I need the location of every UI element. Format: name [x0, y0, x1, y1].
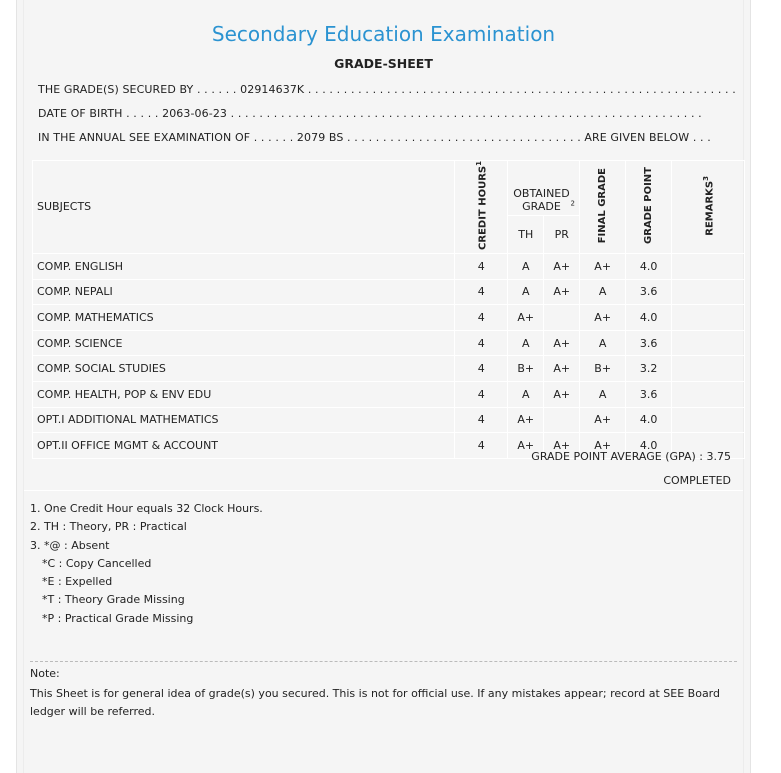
header-credit-hours: CREDIT HOURS$^1$ [455, 161, 508, 254]
cell-subject: OPT.II OFFICE MGMT & ACCOUNT [33, 433, 455, 459]
cell-pr: A+ [544, 330, 580, 356]
header-grade-point: GRADE POINT [626, 161, 672, 254]
table-row [33, 330, 745, 356]
cell-th: A [508, 330, 544, 356]
header-th: TH [508, 216, 544, 254]
footnote-item: *P : Practical Grade Missing [42, 611, 194, 625]
cell-credit: 4 [455, 279, 508, 305]
symbol-value: 02914637K [240, 83, 305, 96]
dob-value: 2063-06-23 [162, 107, 228, 120]
cell-pr: A+ [544, 279, 580, 305]
page-frame [16, 0, 751, 773]
cell-subject: COMP. ENGLISH [33, 253, 455, 279]
table-row [33, 356, 745, 382]
cell-th: A [508, 279, 544, 305]
footnote-item: 2. TH : Theory, PR : Practical [30, 520, 187, 534]
footnote-item: 3. *@ : Absent [30, 538, 110, 552]
gpa-summary: GRADE POINT AVERAGE (GPA) : 3.75 [531, 450, 731, 463]
cell-pr: A+ [544, 253, 580, 279]
table-row [33, 253, 745, 279]
cell-credit: 4 [455, 330, 508, 356]
grade-sheet-panel [23, 0, 744, 773]
table-row [33, 305, 745, 331]
table-header-row [33, 161, 745, 216]
cell-point: 3.6 [626, 330, 672, 356]
note-label: Note: [30, 667, 60, 680]
cell-point: 4.0 [626, 305, 672, 331]
cell-point: 3.2 [626, 356, 672, 382]
cell-final: A+ [580, 407, 626, 433]
footnote-item: *C : Copy Cancelled [42, 556, 152, 570]
cell-pr: A+ [544, 433, 580, 459]
cell-credit: 4 [455, 407, 508, 433]
cell-final: A+ [580, 305, 626, 331]
dashed-divider [30, 661, 737, 662]
page-title: Secondary Education Examination [211, 22, 556, 46]
header-subjects: SUBJECTS [33, 161, 455, 254]
status-text: COMPLETED [663, 474, 731, 487]
cell-th: B+ [508, 356, 544, 382]
cell-th: A+ [508, 305, 544, 331]
header-final-grade: FINAL GRADE [580, 161, 626, 254]
cell-final: A+ [580, 253, 626, 279]
footnotes [30, 500, 263, 628]
symbol-dots: . . . . . . . . . . . . . . . . . . . . . . . . . . . . . . . . . . . . . . . . . . . . . . . . . . . . . . . . . . . . [304, 83, 736, 96]
cell-credit: 4 [455, 305, 508, 331]
header-remarks: REMARKS$^3$ [672, 161, 745, 254]
cell-subject: COMP. SOCIAL STUDIES [33, 356, 455, 382]
cell-remarks [672, 356, 745, 382]
cell-final: A [580, 279, 626, 305]
dob-dots: . . . . . . . . . . . . . . . . . . . . . . . . . . . . . . . . . . . . . . . . . . . . . . . . . . . . . . . . . . . . . . . . . . [227, 107, 702, 120]
footnote-item: 1. One Credit Hour equals 32 Clock Hours. [30, 502, 263, 515]
symbol-number-line [38, 83, 736, 96]
page-subtitle: GRADE-SHEET [334, 56, 433, 71]
dob-line [38, 107, 702, 120]
header-obtained-grade: OBTAINED GRADE $^2$ [508, 161, 580, 216]
cell-remarks [672, 253, 745, 279]
cell-credit: 4 [455, 356, 508, 382]
cell-remarks [672, 407, 745, 433]
cell-subject: COMP. SCIENCE [33, 330, 455, 356]
cell-point: 3.6 [626, 381, 672, 407]
cell-pr: A+ [544, 356, 580, 382]
exam-tail: . . . . . . . . . . . . . . . . . . . . . . . . . . . . . . . . . ARE GIVEN BELOW . . . [343, 131, 711, 144]
cell-credit: 4 [455, 433, 508, 459]
grades-table [32, 160, 745, 459]
note-text: This Sheet is for general idea of grade(s) you secured. This is not for official use. If any mistakes appear; record at SEE Board ledger will be referred. [30, 687, 720, 718]
cell-credit: 4 [455, 253, 508, 279]
cell-point: 4.0 [626, 253, 672, 279]
cell-credit: 4 [455, 381, 508, 407]
exam-line [38, 131, 711, 144]
cell-subject: COMP. NEPALI [33, 279, 455, 305]
cell-final: A+ [580, 433, 626, 459]
cell-point: 4.0 [626, 433, 672, 459]
dob-label: DATE OF BIRTH . . . . . [38, 107, 163, 120]
cell-remarks [672, 279, 745, 305]
cell-pr [544, 305, 580, 331]
cell-final: A [580, 381, 626, 407]
cell-subject: COMP. HEALTH, POP & ENV EDU [33, 381, 455, 407]
cell-point: 3.6 [626, 279, 672, 305]
cell-th: A [508, 253, 544, 279]
cell-th: A+ [508, 407, 544, 433]
cell-final: B+ [580, 356, 626, 382]
cell-pr: A+ [544, 381, 580, 407]
cell-subject: OPT.I ADDITIONAL MATHEMATICS [33, 407, 455, 433]
footnote-item: *T : Theory Grade Missing [42, 593, 185, 607]
cell-th: A+ [508, 433, 544, 459]
divider [24, 490, 743, 491]
cell-final: A [580, 330, 626, 356]
table-row [33, 381, 745, 407]
cell-remarks [672, 330, 745, 356]
cell-th: A [508, 381, 544, 407]
cell-point: 4.0 [626, 407, 672, 433]
symbol-label: THE GRADE(S) SECURED BY . . . . . . [38, 83, 241, 96]
header-pr: PR [544, 216, 580, 254]
footnote-item: *E : Expelled [42, 575, 113, 589]
exam-value: 2079 BS [296, 131, 344, 144]
cell-remarks [672, 305, 745, 331]
cell-pr [544, 407, 580, 433]
table-row [33, 407, 745, 433]
cell-subject: COMP. MATHEMATICS [33, 305, 455, 331]
table-row [33, 279, 745, 305]
exam-label: IN THE ANNUAL SEE EXAMINATION OF . . . . . . [38, 131, 297, 144]
cell-remarks [672, 381, 745, 407]
